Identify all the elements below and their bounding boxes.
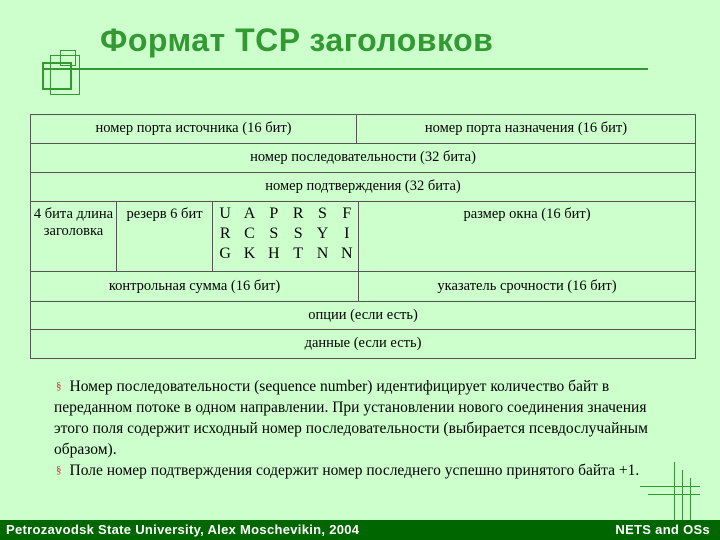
flag-letter: F [342, 205, 352, 222]
flag-letter: S [318, 205, 327, 222]
page-title: Формат TCP заголовков [100, 22, 494, 58]
bullet-list [54, 376, 684, 481]
bullet-icon: § [56, 464, 62, 477]
decorative-line [640, 486, 700, 487]
title-underline [42, 68, 648, 70]
flag-letter: R [292, 205, 304, 222]
flag-letter: R [219, 225, 231, 242]
tcp-header-table [30, 114, 696, 359]
flag-letter: K [243, 245, 256, 262]
flag-letter: H [268, 245, 280, 262]
bullet-item [54, 460, 684, 481]
reserved-cell: резерв 6 бит [117, 202, 213, 272]
bullet-icon: § [56, 380, 62, 392]
seq-number-cell: номер последовательности (32 бита) [31, 144, 695, 173]
footer-credit: Petrozavodsk State University, Alex Moschevikin, 2004 [6, 522, 360, 537]
footer-course: NETS and OSs [615, 522, 710, 537]
flag-letter: N [316, 245, 329, 262]
window-size-cell: размер окна (16 бит) [359, 202, 695, 272]
decorative-line [648, 494, 700, 495]
flag-letter: S [269, 225, 279, 242]
header-length-cell: 4 бита длина заголовка [31, 202, 117, 272]
dst-port-cell: номер порта назначения (16 бит) [357, 115, 695, 144]
flag-letter: U [219, 205, 231, 222]
footer-bar [0, 520, 720, 540]
decorative-line [690, 478, 691, 520]
bullet-text: Номер последовательности (sequence number) идентифицирует количество байт в переданном потоке в одном направлении. При установлении нового соединения значения этого поля содержит исходный номер последовательности (выбирается псевдослучайным образом). [54, 378, 648, 459]
options-cell: опции (если есть) [31, 302, 695, 330]
decorative-line [674, 462, 675, 520]
decorative-square [42, 62, 72, 90]
flag-letter: C [244, 225, 255, 242]
ack-number-cell: номер подтверждения (32 бита) [31, 173, 695, 202]
flag-letter: I [344, 225, 350, 242]
data-cell: данные (если есть) [304, 335, 422, 352]
decorative-square [60, 50, 76, 66]
bullet-item [54, 376, 684, 460]
flag-letter: T [293, 245, 304, 262]
flag-letter: G [219, 245, 231, 262]
decorative-line [682, 470, 683, 520]
flag-letter: P [269, 205, 279, 222]
src-port-cell: номер порта источника (16 бит) [31, 115, 357, 144]
flags-grid [213, 202, 359, 272]
bullet-text: Поле номер подтверждения содержит номер последнего успешно принятого байта +1. [69, 462, 640, 480]
checksum-cell: контрольная сумма (16 бит) [31, 272, 359, 302]
flag-letter: A [243, 205, 256, 222]
flag-letter: N [341, 245, 353, 262]
flag-letter: S [293, 225, 303, 242]
flag-letter: Y [316, 225, 329, 242]
urgent-pointer-cell: указатель срочности (16 бит) [359, 272, 695, 302]
